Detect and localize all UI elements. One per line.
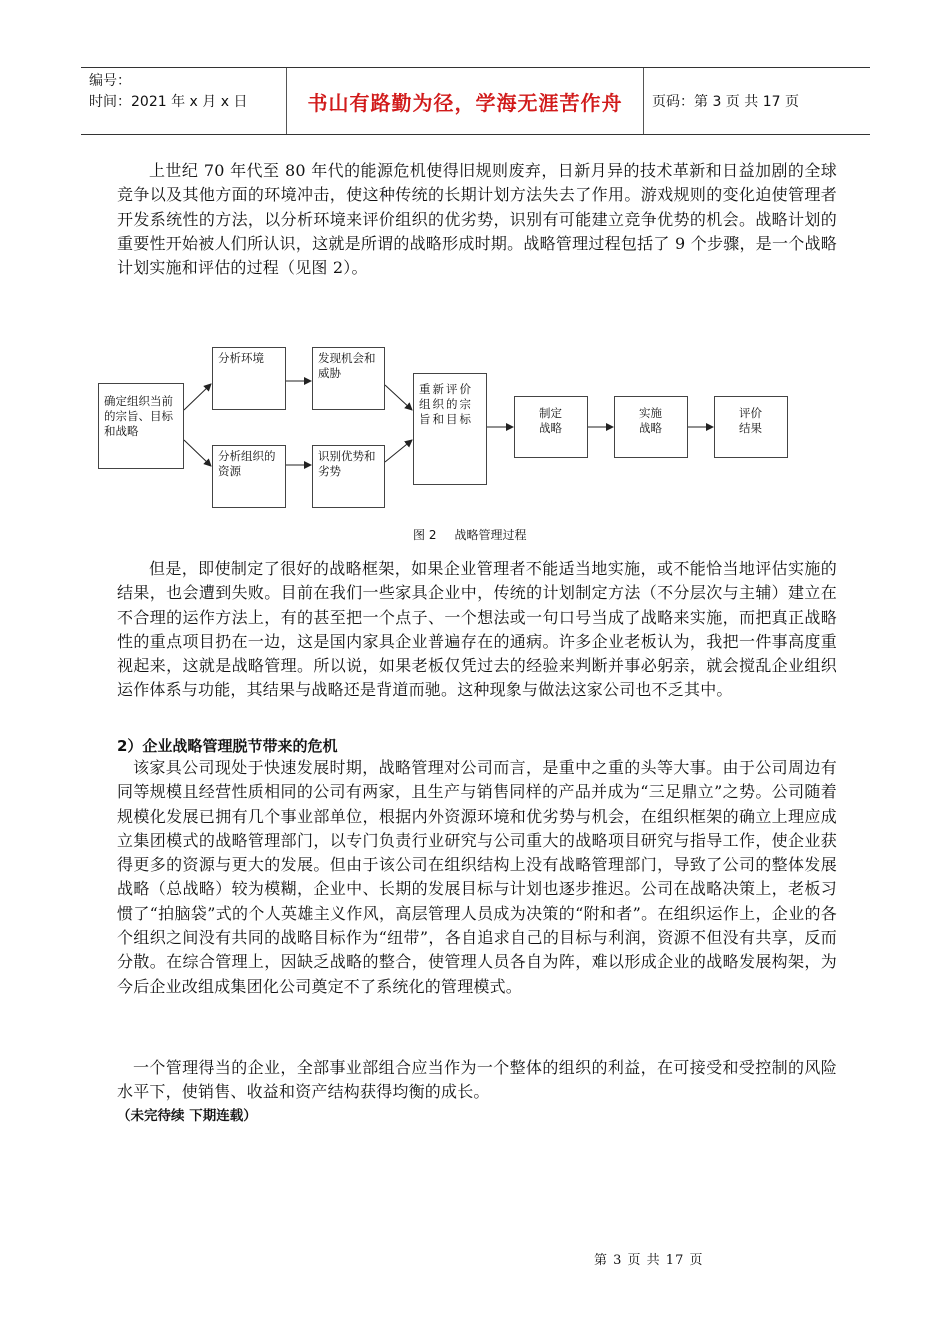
node-reassess-mission: 重新评价组织的宗旨和目标	[413, 373, 487, 485]
node-analyze-resources: 分析组织的资源	[212, 445, 286, 508]
figure-title: 战略管理过程	[454, 528, 527, 542]
paragraph-3: 该家具公司现处于快速发展时期，战略管理对公司而言，是重中之重的头等大事。由于公司周边有同等规模且经营性质相同的公司有两家，且生产与销售同样的产品并成为“三足鼎立”之势。公司随着规模化发展已拥有几个事业部单位，根据内外资源环境和优劣势与机会，在组织框架的确立上理应成立集团模式的战略管理部门，以专门负责行业研究与公司重大的战略项目研究与指导工作，使企业获得更多的资源与更大的发展。但由于该公司在组织结构上没有战略管理部门，导致了公司的整体发展战略（总战略）较为模糊，企业中、长期的发展目标与计划也逐步推迟。公司在战略决策上，老板习惯了“拍脑袋”式的个人英雄主义作风，高层管理人员成为决策的“附和者”。在组织运作上，企业的各个组织之间没有共同的战略目标作为“纽带”，各自追求自己的目标与利润，资源不但没有共享，反而分散。在综合管理上，因缺乏战略的整合，使管理人员各自为阵，难以形成企业的战略发展构架，为今后企业改组成集团化公司奠定不了系统化的管理模式。	[117, 758, 837, 996]
document-number: 编号：	[89, 73, 131, 89]
paragraph-4: 一个管理得当的企业，全部事业部组合应当作为一个整体的组织的利益，在可接受和受控制的风险水平下，使销售、收益和资产结构获得均衡的成长。	[117, 1058, 837, 1102]
header-slogan: 书山有路勤为径，学海无涯苦作舟	[287, 68, 644, 134]
paragraph-1: 上世纪 70 年代至 80 年代的能源危机使得旧规则废弃，日新月异的技术革新和日益加剧的全球竞争以及其他方面的环境冲击，使这种传统的长期计划方法失去了作用。游戏规则的变化迫使管理者开发系统性的方法，以分析环境来评价组织的优劣势，识别有可能建立竞争优势的机会。战略计划的重要性开始被人们所认识，这就是所谓的战略形成时期。战略管理过程包括了 9 个步骤，是一个战略计划实施和评估的过程（见图 2）。	[117, 161, 837, 278]
node-implement-strategy: 实施战略	[614, 396, 688, 458]
node-formulate-strategy: 制定战略	[514, 396, 588, 458]
arrow-mission-res	[184, 440, 211, 466]
to-be-continued-note: （未完待续 下期连载）	[117, 1108, 257, 1124]
section-heading: 2）企业战略管理脱节带来的危机	[117, 737, 338, 755]
figure-number: 图 2	[413, 528, 437, 542]
node-mission: 确定组织当前的宗旨、目标和战略	[98, 383, 184, 469]
arrow-sw-re	[385, 440, 412, 462]
paragraph-2: 但是，即使制定了很好的战略框架，如果企业管理者不能适当地实施，或不能恰当地评估实施的结果，也会遭到失败。目前在我们一些家具企业中，传统的计划制定方法（不分层次与主辅）建立在不合理的运作方法上，有的甚至把一个点子、一个想法或一句口号当成了战略来实施，而把真正战略性的重点项目扔在一边，这是国内家具企业普遍存在的通病。许多企业老板认为，我把一件事高度重视起来，这就是战略管理。所以说，如果老板仅凭过去的经验来判断并事必躬亲，就会搅乱企业组织运作体系与功能，其结果与战略还是背道而驰。这种现象与做法这家公司也不乏其中。	[117, 559, 837, 700]
header-page-number: 页码：第 3 页 共 17 页	[652, 94, 799, 110]
node-opportunities-threats: 发现机会和威胁	[312, 347, 385, 410]
page-footer: 第 3 页 共 17 页	[594, 1253, 704, 1268]
arrow-opp-re	[385, 385, 412, 410]
arrow-mission-env	[184, 384, 211, 410]
figure-caption	[413, 526, 526, 543]
node-analyze-environment: 分析环境	[212, 347, 286, 410]
document-date: 时间：2021 年 x 月 x 日	[89, 94, 248, 110]
node-strengths-weaknesses: 识别优势和劣势	[312, 445, 385, 508]
node-evaluate-results: 评价结果	[714, 396, 788, 458]
